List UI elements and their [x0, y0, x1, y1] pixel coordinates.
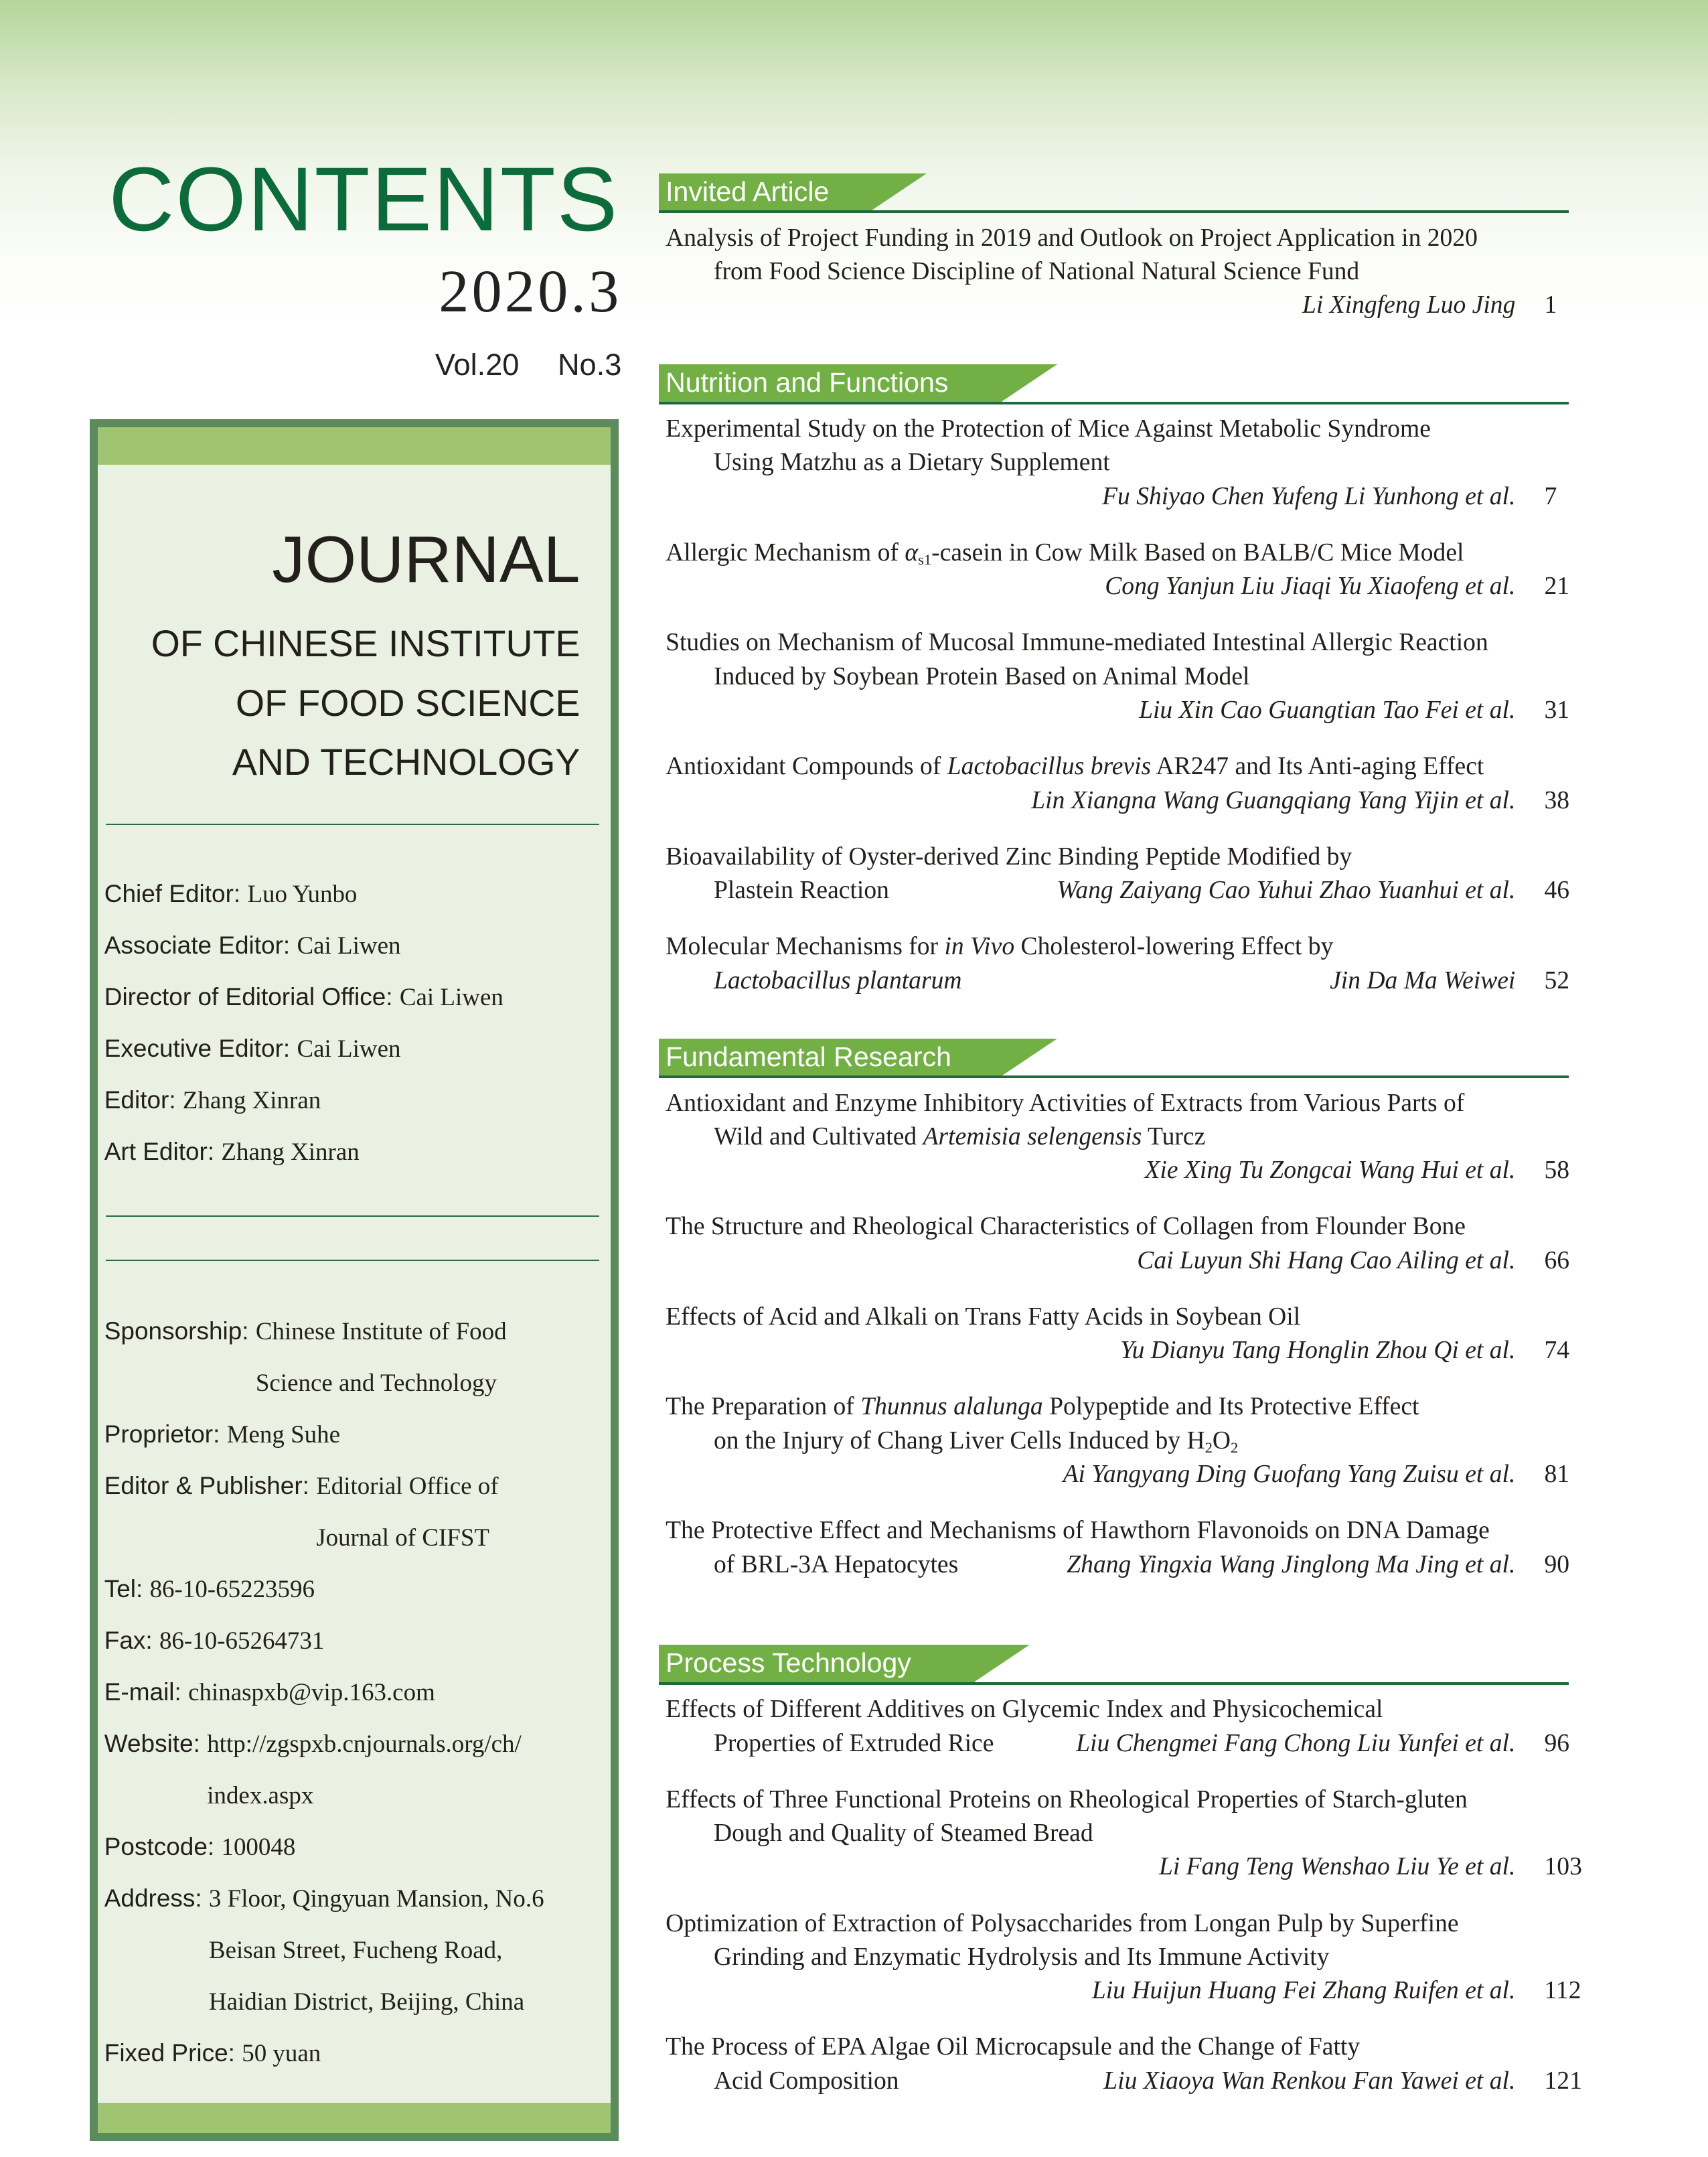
panel-top-band: [98, 427, 611, 464]
entry-authors: Jin Da Ma Weiwei: [1330, 966, 1516, 994]
meta-value-line: Chinese Institute of Food: [255, 1317, 507, 1345]
entry-authors: Xie Xing Tu Zongcai Wang Hui et al.: [1144, 1157, 1516, 1185]
toc-entry[interactable]: [659, 1514, 1569, 1582]
meta-value: [159, 1615, 324, 1666]
meta-label: Editor:: [104, 1086, 176, 1114]
title-segment: Effects of Different Additives on Glycemic Index and Physicochemical: [666, 1696, 1383, 1724]
title-segment: of BRL-3A Hepatocytes: [713, 1550, 959, 1578]
meta-label: Director of Editorial Office:: [104, 982, 393, 1011]
entry-authors: Liu Huijun Huang Fei Zhang Ruifen et al.: [1091, 1977, 1516, 2005]
title-segment: on the Injury of Chang Liver Cells Induced by H: [713, 1426, 1205, 1455]
entry-author-line: [659, 784, 1569, 818]
entry-authors: Yu Dianyu Tang Honglin Zhou Qi et al.: [1120, 1337, 1516, 1365]
meta-value: [150, 1563, 315, 1615]
entry-authors: Cong Yanjun Liu Jiaqi Yu Xiaofeng et al.: [1105, 573, 1516, 601]
issue-number: No.3: [557, 347, 622, 382]
entry-title-line: [659, 874, 1569, 907]
meta-value: [207, 1718, 522, 1821]
toc-section: [659, 1039, 1569, 1605]
title-segment: 2: [1205, 1438, 1213, 1456]
entry-title-line: [659, 964, 1569, 998]
meta-value: [297, 919, 400, 971]
panel-bottom-band: [98, 2103, 611, 2133]
meta-row: [104, 1563, 544, 1615]
entry-authors: Liu Xin Cao Guangtian Tao Fei et al.: [1139, 696, 1516, 725]
meta-row: [104, 1460, 544, 1563]
section-header: [659, 1645, 1569, 1685]
meta-label: Proprietor:: [104, 1420, 220, 1448]
section-rule: [659, 210, 1569, 213]
entry-page-number: 96: [1544, 1729, 1570, 1757]
toc-entry[interactable]: [659, 2030, 1582, 2098]
toc-section: [659, 1645, 1582, 2121]
title-segment: Using Matzhu as a Dietary Supplement: [713, 449, 1110, 477]
entry-title-line: [659, 1120, 1569, 1154]
title-segment: Allergic Mechanism of: [666, 538, 905, 567]
toc-entry[interactable]: [659, 413, 1569, 514]
meta-row: [104, 1615, 544, 1666]
entry-page-number: 81: [1544, 1461, 1570, 1488]
meta-value-line: Haidian District, Beijing, China: [208, 1988, 525, 2016]
meta-value-line: Zhang Xinran: [221, 1137, 360, 1165]
entry-page-number: 74: [1544, 1337, 1570, 1365]
section-rule: [659, 402, 1569, 404]
title-segment: Polypeptide and Its Protective Effect: [1042, 1393, 1419, 1421]
entry-page-number: 52: [1544, 966, 1570, 994]
meta-value-line: http://zgspxb.cnjournals.org/ch/: [207, 1729, 522, 1757]
section-title: Fundamental Research: [659, 1039, 1002, 1075]
title-segment: Dough and Quality of Steamed Bread: [713, 1819, 1093, 1848]
entry-page-number: 1: [1544, 291, 1557, 319]
entry-title-line: [659, 1727, 1569, 1761]
title-segment: Effects of Three Functional Proteins on Rheological Properties of Starch-gluten: [666, 1785, 1468, 1813]
entry-list: [659, 404, 1569, 998]
meta-label: E-mail:: [104, 1678, 181, 1706]
entry-page-number: 46: [1544, 877, 1570, 905]
entry-author-line: [659, 570, 1569, 603]
title-segment: Molecular Mechanisms for: [666, 933, 945, 961]
title-segment: Lactobacillus plantarum: [713, 966, 962, 994]
entry-title-line: [659, 660, 1569, 694]
meta-value: [183, 1074, 321, 1126]
meta-value-line: Luo Yunbo: [247, 879, 358, 907]
meta-row: [104, 1305, 544, 1408]
section-header: [659, 173, 1569, 214]
title-segment: Wild and Cultivated: [713, 1122, 923, 1150]
entry-author-line: [659, 1244, 1569, 1278]
entry-title-line: [659, 1210, 1569, 1244]
entry-title-line: [659, 1941, 1569, 1974]
meta-row: [104, 1408, 544, 1460]
issue-date: 2020.3: [439, 257, 622, 325]
toc-entry[interactable]: [659, 1783, 1582, 1884]
title-segment: Thunnus alalunga: [860, 1393, 1043, 1421]
meta-label: Executive Editor:: [104, 1034, 291, 1062]
entry-title-line: [659, 1693, 1569, 1726]
toc-entry[interactable]: [659, 1693, 1569, 1761]
entry-author-line: [659, 1850, 1582, 1884]
title-segment: O: [1212, 1426, 1231, 1455]
title-segment: -casein in Cow Milk Based on BALB/C Mice Model: [931, 538, 1464, 567]
meta-value: [316, 1460, 498, 1563]
entry-author-line: [659, 1334, 1569, 1367]
meta-label: Fixed Price:: [104, 2039, 235, 2067]
title-segment: Bioavailability of Oyster-derived Zinc Binding Peptide Modified by: [666, 842, 1352, 871]
entry-authors: Lin Xiangna Wang Guangqiang Yang Yijin et al.: [1031, 786, 1516, 814]
meta-value-line: 50 yuan: [242, 2039, 321, 2067]
meta-value-line: 86-10-65264731: [159, 1626, 325, 1654]
meta-row: [104, 868, 503, 919]
meta-value: [247, 868, 357, 919]
section-rule: [659, 1682, 1569, 1685]
entry-authors: Liu Xiaoya Wan Renkou Fan Yawei et al.: [1103, 2067, 1516, 2095]
meta-value-line: Cai Liwen: [399, 982, 503, 1011]
journal-subtitle-line: OF CHINESE INSTITUTE: [151, 623, 580, 665]
entry-authors: Fu Shiyao Chen Yufeng Li Yunhong et al.: [1102, 482, 1516, 510]
volume-number: [435, 347, 622, 382]
section-header: [659, 1039, 1569, 1079]
entry-title-line: [659, 1783, 1569, 1817]
entry-page-number: 112: [1544, 1977, 1581, 2005]
title-segment: Acid Composition: [713, 2067, 899, 2095]
toc-entry[interactable]: [659, 1300, 1569, 1368]
meta-value: [227, 1408, 340, 1460]
title-segment: Artemisia selengensis: [923, 1122, 1142, 1150]
meta-value-line: Science and Technology: [255, 1368, 497, 1396]
title-segment: The Preparation of: [666, 1393, 861, 1421]
meta-value: [400, 971, 503, 1023]
meta-value: [221, 1126, 359, 1177]
entry-title-line: [659, 536, 1569, 570]
meta-label: Tel:: [104, 1574, 143, 1603]
entry-title-line: [659, 1087, 1569, 1120]
entry-author-line: [659, 289, 1569, 322]
entry-title-line: [659, 1390, 1569, 1424]
toc-entry[interactable]: [659, 750, 1569, 818]
entry-author-line: [659, 480, 1569, 514]
title-segment: Optimization of Extraction of Polysaccharides from Longan Pulp by Superfine: [666, 1909, 1459, 1937]
title-segment: Cholesterol-lowering Effect by: [1014, 933, 1334, 961]
title-segment: Experimental Study on the Protection of Mice Against Metabolic Syndrome: [666, 415, 1431, 443]
meta-row: [104, 1666, 544, 1718]
meta-value: [188, 1666, 435, 1718]
entry-page-number: 121: [1544, 2067, 1582, 2095]
entry-title-line: [659, 1514, 1569, 1548]
title-segment: AR247 and Its Anti-aging Effect: [1151, 753, 1484, 781]
entry-title-line: [659, 1548, 1569, 1582]
editorial-staff: [104, 868, 503, 1177]
title-segment: Turcz: [1142, 1122, 1206, 1150]
meta-value-line: chinaspxb@vip.163.com: [188, 1678, 435, 1706]
meta-label: Postcode:: [104, 1832, 215, 1860]
entry-author-line: [659, 1458, 1569, 1491]
title-segment: 2: [1231, 1438, 1239, 1456]
title-segment: The Process of EPA Algae Oil Microcapsule and the Change of Fatty: [666, 2033, 1361, 2061]
section-rule: [659, 1075, 1569, 1078]
journal-title: JOURNAL: [272, 522, 580, 597]
journal-info-panel: [90, 419, 619, 2141]
title-segment: Analysis of Project Funding in 2019 and Outlook on Project Application in 2020: [666, 224, 1478, 252]
entry-author-line: [659, 1154, 1569, 1187]
meta-row: [104, 971, 503, 1023]
meta-value-line: Editorial Office of: [316, 1471, 499, 1499]
meta-value: [256, 1305, 507, 1408]
title-segment: Grinding and Enzymatic Hydrolysis and Its Immune Activity: [713, 1943, 1330, 1971]
entry-title-line: [659, 840, 1569, 874]
meta-value-line: 3 Floor, Qingyuan Mansion, No.6: [208, 1884, 544, 1912]
entry-page-number: 7: [1544, 482, 1557, 510]
entry-page-number: 58: [1544, 1157, 1570, 1185]
meta-value-line: Cai Liwen: [297, 1034, 401, 1062]
title-segment: s1: [918, 551, 932, 569]
meta-row: [104, 1872, 544, 2027]
meta-row: [104, 2027, 544, 2079]
meta-value: [209, 1872, 544, 2027]
meta-label: Chief Editor:: [104, 879, 241, 907]
title-segment: Induced by Soybean Protein Based on Animal Model: [713, 662, 1250, 690]
toc-entry[interactable]: [659, 1907, 1581, 2008]
entry-title-line: [659, 1907, 1569, 1941]
journal-subtitle-line: AND TECHNOLOGY: [232, 741, 580, 783]
entry-page-number: 103: [1544, 1853, 1582, 1881]
title-segment: Plastein Reaction: [713, 877, 889, 905]
journal-subtitle-line: OF FOOD SCIENCE: [236, 682, 580, 724]
contents-heading: CONTENTS: [108, 148, 619, 250]
toc-entry[interactable]: [659, 840, 1569, 908]
entry-title-line: [659, 1424, 1569, 1458]
title-segment: Effects of Acid and Alkali on Trans Fatty Acids in Soybean Oil: [666, 1303, 1301, 1331]
entry-authors: Li Fang Teng Wenshao Liu Ye et al.: [1158, 1853, 1516, 1881]
entry-title-line: [659, 1817, 1569, 1850]
title-segment: in Vivo: [944, 933, 1015, 961]
meta-value-line: 86-10-65223596: [149, 1574, 315, 1603]
entry-author-line: [659, 694, 1569, 727]
entry-page-number: 38: [1544, 786, 1570, 814]
title-segment: The Protective Effect and Mechanisms of Hawthorn Flavonoids on DNA Damage: [666, 1517, 1490, 1545]
toc-entry[interactable]: [659, 222, 1569, 323]
toc-section: [659, 173, 1569, 346]
meta-label: Address:: [104, 1884, 202, 1912]
meta-value-line: Journal of CIFST: [316, 1523, 489, 1551]
publication-info: [104, 1305, 544, 2079]
meta-label: Editor & Publisher:: [104, 1471, 309, 1499]
entry-title-line: [659, 626, 1569, 660]
meta-row: [104, 1126, 503, 1177]
entry-title-line: [659, 2030, 1569, 2064]
entry-title-line: [659, 930, 1569, 964]
title-segment: The Structure and Rheological Characteristics of Collagen from Flounder Bone: [666, 1213, 1466, 1241]
entry-authors: Liu Chengmei Fang Chong Liu Yunfei et al.: [1076, 1729, 1516, 1757]
title-segment: Studies on Mechanism of Mucosal Immune-mediated Intestinal Allergic Reaction: [666, 629, 1488, 657]
title-segment: Lactobacillus brevis: [947, 753, 1152, 781]
title-segment: Properties of Extruded Rice: [713, 1729, 994, 1757]
section-title: Process Technology: [659, 1645, 975, 1682]
toc-entry[interactable]: [659, 626, 1569, 727]
meta-label: Sponsorship:: [104, 1317, 249, 1345]
meta-value: [242, 2027, 321, 2079]
meta-label: Website:: [104, 1729, 200, 1757]
entry-title-line: [659, 413, 1569, 446]
divider: [106, 1260, 599, 1261]
section-header: [659, 364, 1569, 404]
meta-value-line: Beisan Street, Fucheng Road,: [208, 1936, 503, 1963]
toc-entry[interactable]: [659, 1390, 1569, 1491]
toc-entry[interactable]: [659, 930, 1569, 998]
divider: [106, 824, 599, 825]
meta-value-line: index.aspx: [207, 1781, 314, 1809]
entry-list: [659, 1685, 1582, 2098]
meta-value-line: Meng Suhe: [226, 1420, 341, 1448]
entry-list: [659, 1078, 1569, 1582]
meta-row: [104, 1718, 544, 1821]
toc-entry[interactable]: [659, 536, 1569, 604]
entry-page-number: 90: [1544, 1550, 1570, 1578]
entry-title-line: [659, 446, 1569, 479]
entry-page-number: 31: [1544, 696, 1570, 725]
entry-title-line: [659, 255, 1569, 289]
meta-row: [104, 1074, 503, 1126]
meta-value-line: Cai Liwen: [297, 931, 401, 959]
meta-row: [104, 919, 503, 971]
entry-authors: Cai Luyun Shi Hang Cao Ailing et al.: [1137, 1246, 1516, 1274]
meta-value: [297, 1023, 400, 1074]
entry-authors: Li Xingfeng Luo Jing: [1302, 291, 1516, 319]
title-segment: α: [905, 538, 919, 567]
divider: [106, 1215, 599, 1217]
meta-label: Fax:: [104, 1626, 153, 1654]
entry-page-number: 21: [1544, 573, 1570, 601]
meta-value-line: 100048: [221, 1832, 296, 1860]
meta-value-line: Zhang Xinran: [182, 1086, 321, 1114]
toc-entry[interactable]: [659, 1087, 1569, 1188]
entry-list: [659, 213, 1569, 322]
entry-title-line: [659, 222, 1569, 255]
toc-section: [659, 364, 1569, 1021]
toc-entry[interactable]: [659, 1210, 1569, 1278]
meta-value: [221, 1821, 295, 1872]
entry-title-line: [659, 2065, 1582, 2098]
entry-authors: Ai Yangyang Ding Guofang Yang Zuisu et al.: [1063, 1461, 1516, 1488]
meta-row: [104, 1821, 544, 1872]
meta-label: Associate Editor:: [104, 931, 291, 959]
title-segment: Antioxidant and Enzyme Inhibitory Activities of Extracts from Various Parts of: [666, 1089, 1465, 1117]
title-segment: Antioxidant Compounds of: [666, 753, 947, 781]
meta-label: Art Editor:: [104, 1137, 215, 1165]
meta-row: [104, 1023, 503, 1074]
volume: Vol.20: [435, 347, 520, 382]
entry-author-line: [659, 1974, 1581, 2008]
entry-title-line: [659, 750, 1569, 784]
section-title: Nutrition and Functions: [659, 364, 1002, 401]
entry-authors: Wang Zaiyang Cao Yuhui Zhao Yuanhui et al.: [1057, 877, 1516, 905]
title-segment: from Food Science Discipline of National Natural Science Fund: [713, 257, 1360, 285]
entry-authors: Zhang Yingxia Wang Jinglong Ma Jing et al.: [1067, 1550, 1516, 1578]
entry-page-number: 66: [1544, 1246, 1570, 1274]
entry-title-line: [659, 1300, 1569, 1334]
section-title: Invited Article: [659, 173, 872, 210]
